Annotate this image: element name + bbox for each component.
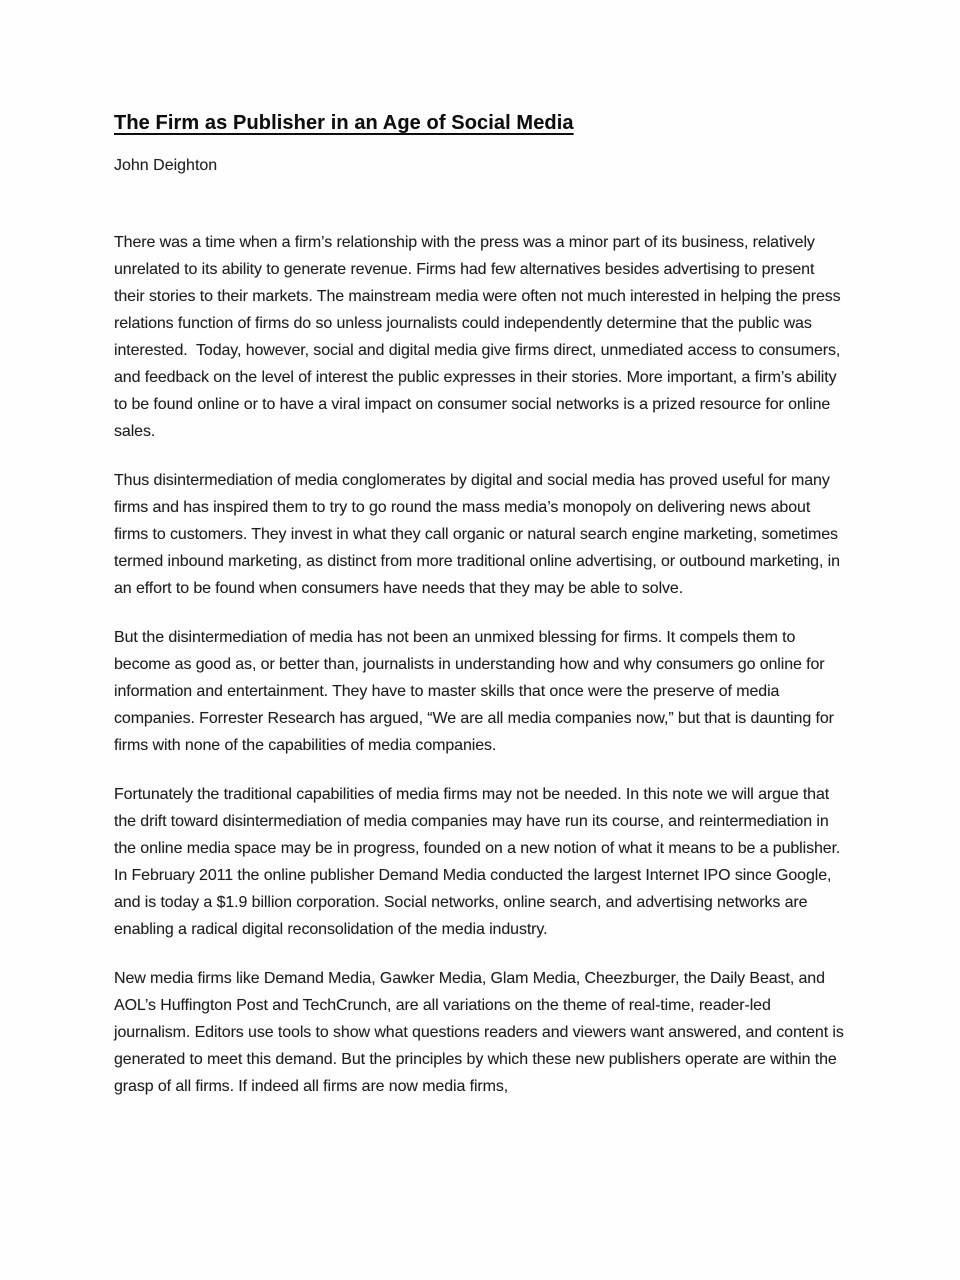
paragraph: New media firms like Demand Media, Gawker Media, Glam Media, Cheezburger, the Daily Beast, and AOL’s Huffington Post and TechCrunch, are all variations on the theme of real-time, reader-led journalism. Editors use tools to show what questions readers and viewers want answered, and content is generated to meet this demand. But the principles by which these new publishers operate are within the grasp of all firms. If indeed all firms are now media firms, — [114, 970, 849, 1095]
document-title: The Firm as Publisher in an Age of Social Media — [114, 112, 574, 134]
document-content — [114, 110, 848, 1122]
document-body — [114, 229, 848, 1100]
paragraph: But the disintermediation of media has not been an unmixed blessing for firms. It compels them to become as good as, or better than, journalists in understanding how and why consumers go online for information and entertainment. They have to master skills that once were the preserve of media companies. Forrester Research has argued, “We are all media companies now,” but that is daunting for firms with none of the capabilities of media companies. — [114, 629, 839, 754]
paragraph: Thus disintermediation of media conglomerates by digital and social media has proved useful for many firms and has inspired them to try to go round the mass media’s monopoly on delivering news about firms to customers. They invest in what they call organic or natural search engine marketing, sometimes termed inbound marketing, as distinct from more traditional online advertising, or outbound marketing, in an effort to be found when consumers have needs that they may be able to solve. — [114, 472, 845, 597]
author-name: John Deighton — [114, 157, 218, 174]
paragraph: Fortunately the traditional capabilities of media firms may not be needed. In this note we will argue that the drift toward disintermediation of media companies may have run its course, and reintermediation in the online media space may be in progress, founded on a new notion of what it means to be a publisher. In February 2011 the online publisher Demand Media conducted the largest Internet IPO since Google, and is today a $1.9 billion corporation. Social networks, online search, and advertising networks are enabling a radical digital reconsolidation of the media industry. — [114, 786, 845, 938]
paragraph: There was a time when a firm’s relationship with the press was a minor part of its business, relatively unrelated to its ability to generate revenue. Firms had few alternatives besides advertising to present their stories to their markets. The mainstream media were often not much interested in helping the press relations function of firms do so unless journalists could independently determine that the public was interested. Today, however, social and digital media give firms direct, unmediated access to consumers, and feedback on the level of interest the public expresses in their stories. More important, a firm’s ability to be found online or to have a viral impact on consumer social networks is a prized resource for online sales. — [114, 234, 845, 440]
